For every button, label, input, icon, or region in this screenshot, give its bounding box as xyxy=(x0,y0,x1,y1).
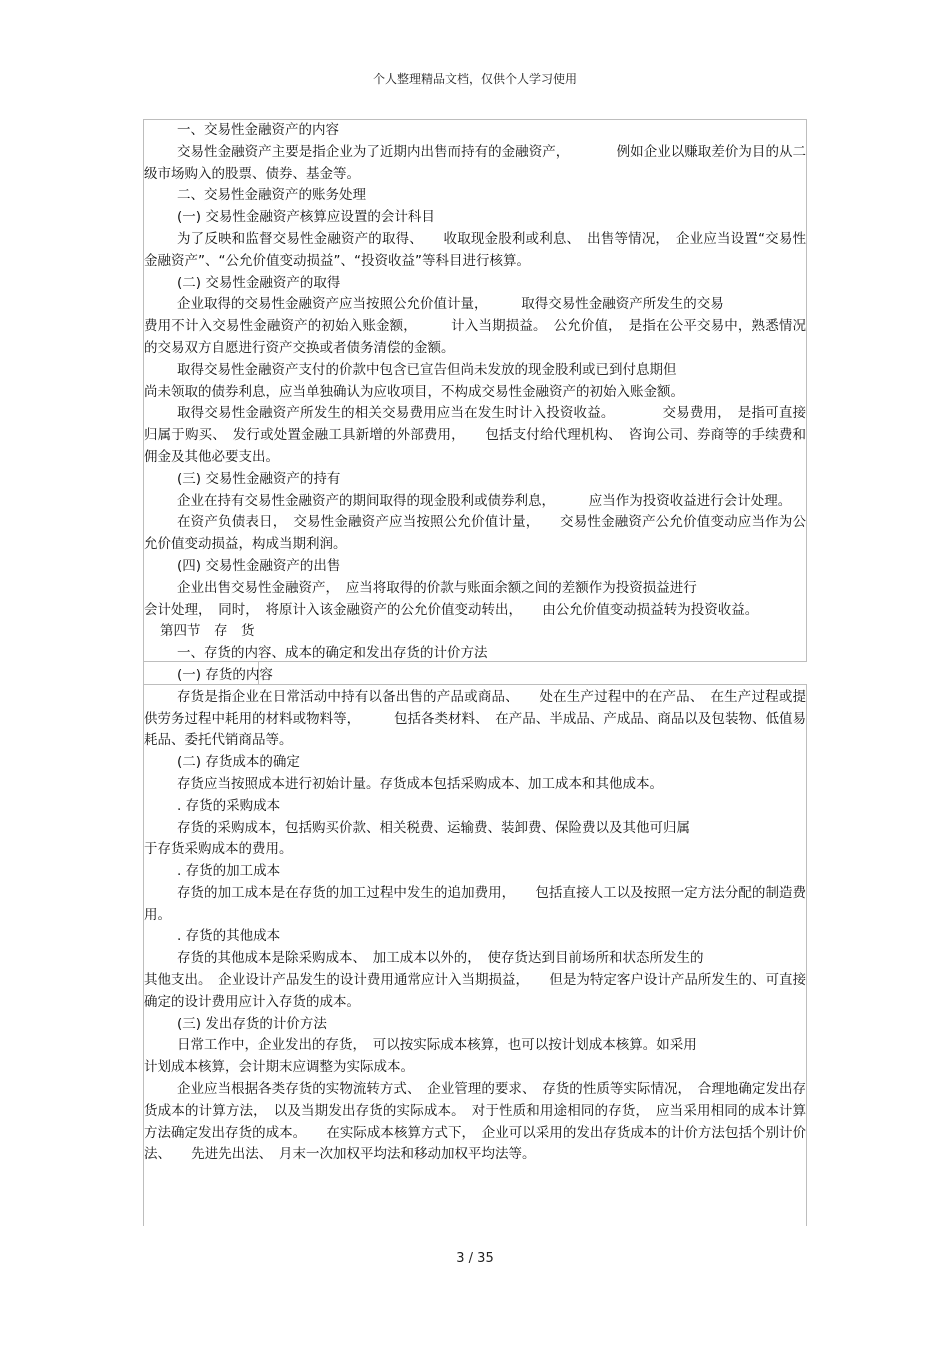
paragraph: 日常工作中，企业发出的存货， 可以按实际成本核算，也可以按计划成本核算。如采用 xyxy=(177,1037,697,1054)
paragraph: (二) 交易性金融资产的取得 xyxy=(177,274,341,291)
paragraph: 取得交易性金融资产支付的价款中包含已宣告但尚未发放的现金股利或已到付息期但 xyxy=(177,361,677,378)
paragraph: 企业在持有交易性金融资产的期间取得的现金股利或债券利息， 应当作为投资收益进行会计处理。 xyxy=(177,492,792,509)
paragraph: . 存货的加工成本 xyxy=(177,863,281,880)
paragraph: 交易性金融资产主要是指企业为了近期内出售而持有的金融资产， 例如企业以赚取差价为目的从二级市场购入的股票、债券、基金等。 xyxy=(144,143,806,182)
paragraph: (二) 存货成本的确定 xyxy=(177,754,300,771)
paragraph: 计划成本核算，会计期末应调整为实际成本。 xyxy=(144,1059,414,1076)
paragraph: 于存货采购成本的费用。 xyxy=(144,841,293,858)
paragraph: 企业取得的交易性金融资产应当按照公允价值计量， 取得交易性金融资产所发生的交易 xyxy=(177,296,724,313)
paragraph: (一) 存货的内容 xyxy=(177,666,273,683)
paragraph: 尚未领取的债券利息，应当单独确认为应收项目，不构成交易性金融资产的初始入账金额。 xyxy=(144,383,684,400)
page-header: 个人整理精品文档，仅供个人学习使用 xyxy=(372,72,577,86)
paragraph: 二、交易性金融资产的账务处理 xyxy=(177,187,366,204)
paragraph: 企业出售交易性金融资产， 应当将取得的价款与账面余额之间的差额作为投资损益进行 xyxy=(177,579,697,596)
paragraph: 存货的加工成本是在存货的加工过程中发生的追加费用， 包括直接人工以及按照一定方法分配的制造费用。 xyxy=(144,884,806,923)
paragraph: 存货应当按照成本进行初始计量。存货成本包括采购成本、加工成本和其他成本。 xyxy=(177,775,663,792)
paragraph: 存货是指企业在日常活动中持有以备出售的产品或商品、 处在生产过程中的在产品、 在生产过程或提供劳务过程中耗用的材料或物料等， 包括各类材料、 在产品、半成品、产成品、商品以及包装物、低值易耗品、委托代销商品等。 xyxy=(144,688,806,749)
paragraph: 其他支出。 企业设计产品发生的设计费用通常应计入当期损益， 但是为特定客户设计产品所发生的、可直接确定的设计费用应计入存货的成本。 xyxy=(144,972,806,1010)
paragraph: . 存货的其他成本 xyxy=(177,928,281,945)
paragraph: (四) 交易性金融资产的出售 xyxy=(177,557,341,574)
paragraph: 费用不计入交易性金融资产的初始入账金额， 计入当期损益。 公允价值， 是指在公平交易中，熟悉情况的交易双方自愿进行资产交换或者债务清偿的金额。 xyxy=(144,318,806,356)
section-heading: 第四节 存 货 xyxy=(160,623,255,640)
paragraph: 为了反映和监督交易性金融资产的取得、 收取现金股利或利息、 出售等情况， 企业应当设置“交易性金融资产”、“公允价值变动损益”、“投资收益”等科目进行核算。 xyxy=(144,230,806,269)
page-number: 3 / 35 xyxy=(456,1251,494,1266)
paragraph: (三) 交易性金融资产的持有 xyxy=(177,470,341,487)
paragraph: 会计处理， 同时， 将原计入该金融资产的公允价值变动转出， 由公允价值变动损益转为投资收益。 xyxy=(144,601,759,618)
paragraph: 存货的其他成本是除采购成本、 加工成本以外的， 使存货达到目前场所和状态所发生的 xyxy=(177,950,704,967)
paragraph: 取得交易性金融资产所发生的相关交易费用应当在发生时计入投资收益。 交易费用， 是指可直接归属于购买、 发行或处置金融工具新增的外部费用， 包括支付给代理机构、 咨询公司、券商等的手续费和佣金及其他必要支出。 xyxy=(144,405,806,465)
paragraph: (三) 发出存货的计价方法 xyxy=(177,1015,327,1032)
paragraph: (一) 交易性金融资产核算应设置的会计科目 xyxy=(177,209,435,226)
paragraph: 一、存货的内容、成本的确定和发出存货的计价方法 xyxy=(177,645,488,662)
paragraph: 企业应当根据各类存货的实物流转方式、 企业管理的要求、 存货的性质等实际情况， 合理地确定发出存货成本的计算方法， 以及当期发出存货的实际成本。 对于性质和用途相同的存货， 应当采用相同的成本计算方法确定发出存货的成本。 在实际成本核算方式下， 企业可以采用的发出存货成本的计价方法包括个别计价法、 先进先出法、 月末一次加权平均法和移动加权平均法等。 xyxy=(144,1081,806,1163)
paragraph: 一、交易性金融资产的内容 xyxy=(177,122,339,138)
document-body xyxy=(144,120,806,1166)
paragraph: . 存货的采购成本 xyxy=(177,797,281,814)
paragraph: 在资产负债表日， 交易性金融资产应当按照公允价值计量， 交易性金融资产公允价值变动应当作为公允价值变动损益，构成当期利润。 xyxy=(144,514,806,553)
paragraph: 存货的采购成本，包括购买价款、相关税费、运输费、装卸费、保险费以及其他可归属 xyxy=(177,819,690,836)
